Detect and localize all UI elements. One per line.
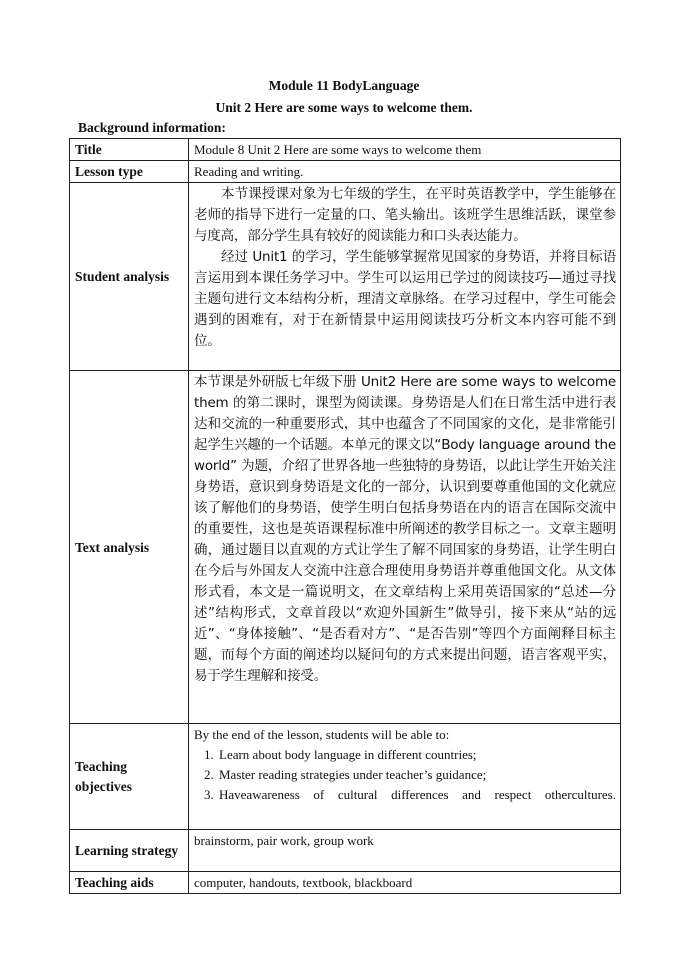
row-student-analysis [70,183,621,371]
learning-strategy-label: Learning strategy [70,830,189,872]
objective-item: 2. Master reading strategies under teacher’s guidance; [217,765,616,785]
student-analysis-para-1: 本节课授课对象为七年级的学生，在平时英语教学中，学生能够在老师的指导下进行一定量的口、笔头输出。该班学生思维活跃，课堂参与度高，部分学生具有较好的阅读能力和口头表达能力。 [194,186,616,244]
text-analysis-value: 本节课是外研版七年级下册 Unit2 Here are some ways to welcome them 的第二课时，课型为阅读课。身势语是人们在日常生活中进行表达和交流的一种重要形式，其中也蕴含了不同国家的文化，是非常能引起学生兴趣的一个话题。本单元的课文以“Body language around the world” 为题，介绍了世界各地一些独特的身势语，以此让学生开始关注身势语，意识到身势语是文化的一部分，认识到要尊重他国的文化就应该了解他们的身势语，使学生明白包括身势语在内的语言在国际交流中的重要性，这也是英语课程标准中所阐述的教学目标之一。文章主题明确，通过题目以直观的方式让学生了解不同国家的身势语，让学生明白在今后与外国友人交流中注意合理使用身势语并尊重他国文化。从文体形式看，本文是一篇说明文，在文章结构上采用英语国家的“总述—分述”结构形式，文章首段以“欢迎外国新生”做导引，接下来从“站的远近”、“身体接触”、“是否看对方”、“是否告别”等四个方面阐释目标主题，而每个方面的阐述均以疑问句的方式来提出问题，语言客观平实，易于学生理解和接受。 [189,371,621,724]
title-label: Title [70,139,189,161]
lesson-type-label: Lesson type [70,161,189,183]
page-title: Module 11 BodyLanguage [268,78,420,93]
objectives-intro: By the end of the lesson, students will be able to: [194,727,450,742]
objective-item: 3. Haveawareness of cultural differences and respect othercultures. [217,785,616,805]
student-analysis-label: Student analysis [70,183,189,371]
student-analysis-para-2: 经过 Unit1 的学习，学生能够掌握常见国家的身势语，并将目标语言运用到本课任务学习中。学生可以运用已学过的阅读技巧—通过寻找主题句进行文本结构分析，理清文章脉络。在学习过程中，学生可能会遇到的困难有，对于在新情景中运用阅读技巧分析文本内容可能不到位。 [194,249,616,349]
row-lesson-type [70,161,621,183]
text-analysis-label: Text analysis [70,371,189,724]
objective-item: 1. Learn about body language in different countries; [217,745,616,765]
row-text-analysis [70,371,621,724]
row-teaching-objectives [70,724,621,830]
row-title [70,139,621,161]
row-teaching-aids [70,872,621,894]
title-value: Module 8 Unit 2 Here are some ways to welcome them [189,139,621,161]
teaching-objectives-value [189,724,621,830]
lesson-type-value: Reading and writing. [189,161,621,183]
page-subtitle: Unit 2 Here are some ways to welcome them. [215,100,473,115]
teaching-objectives-label: Teaching objectives [70,724,189,830]
teaching-aids-label: Teaching aids [70,872,189,894]
background-label: Background information: [78,120,226,135]
student-analysis-value [189,183,621,371]
objectives-list [194,745,616,805]
learning-strategy-value: brainstorm, pair work, group work [189,830,621,872]
teaching-aids-value: computer, handouts, textbook, blackboard [189,872,621,894]
lesson-table [69,138,621,894]
row-learning-strategy [70,830,621,872]
